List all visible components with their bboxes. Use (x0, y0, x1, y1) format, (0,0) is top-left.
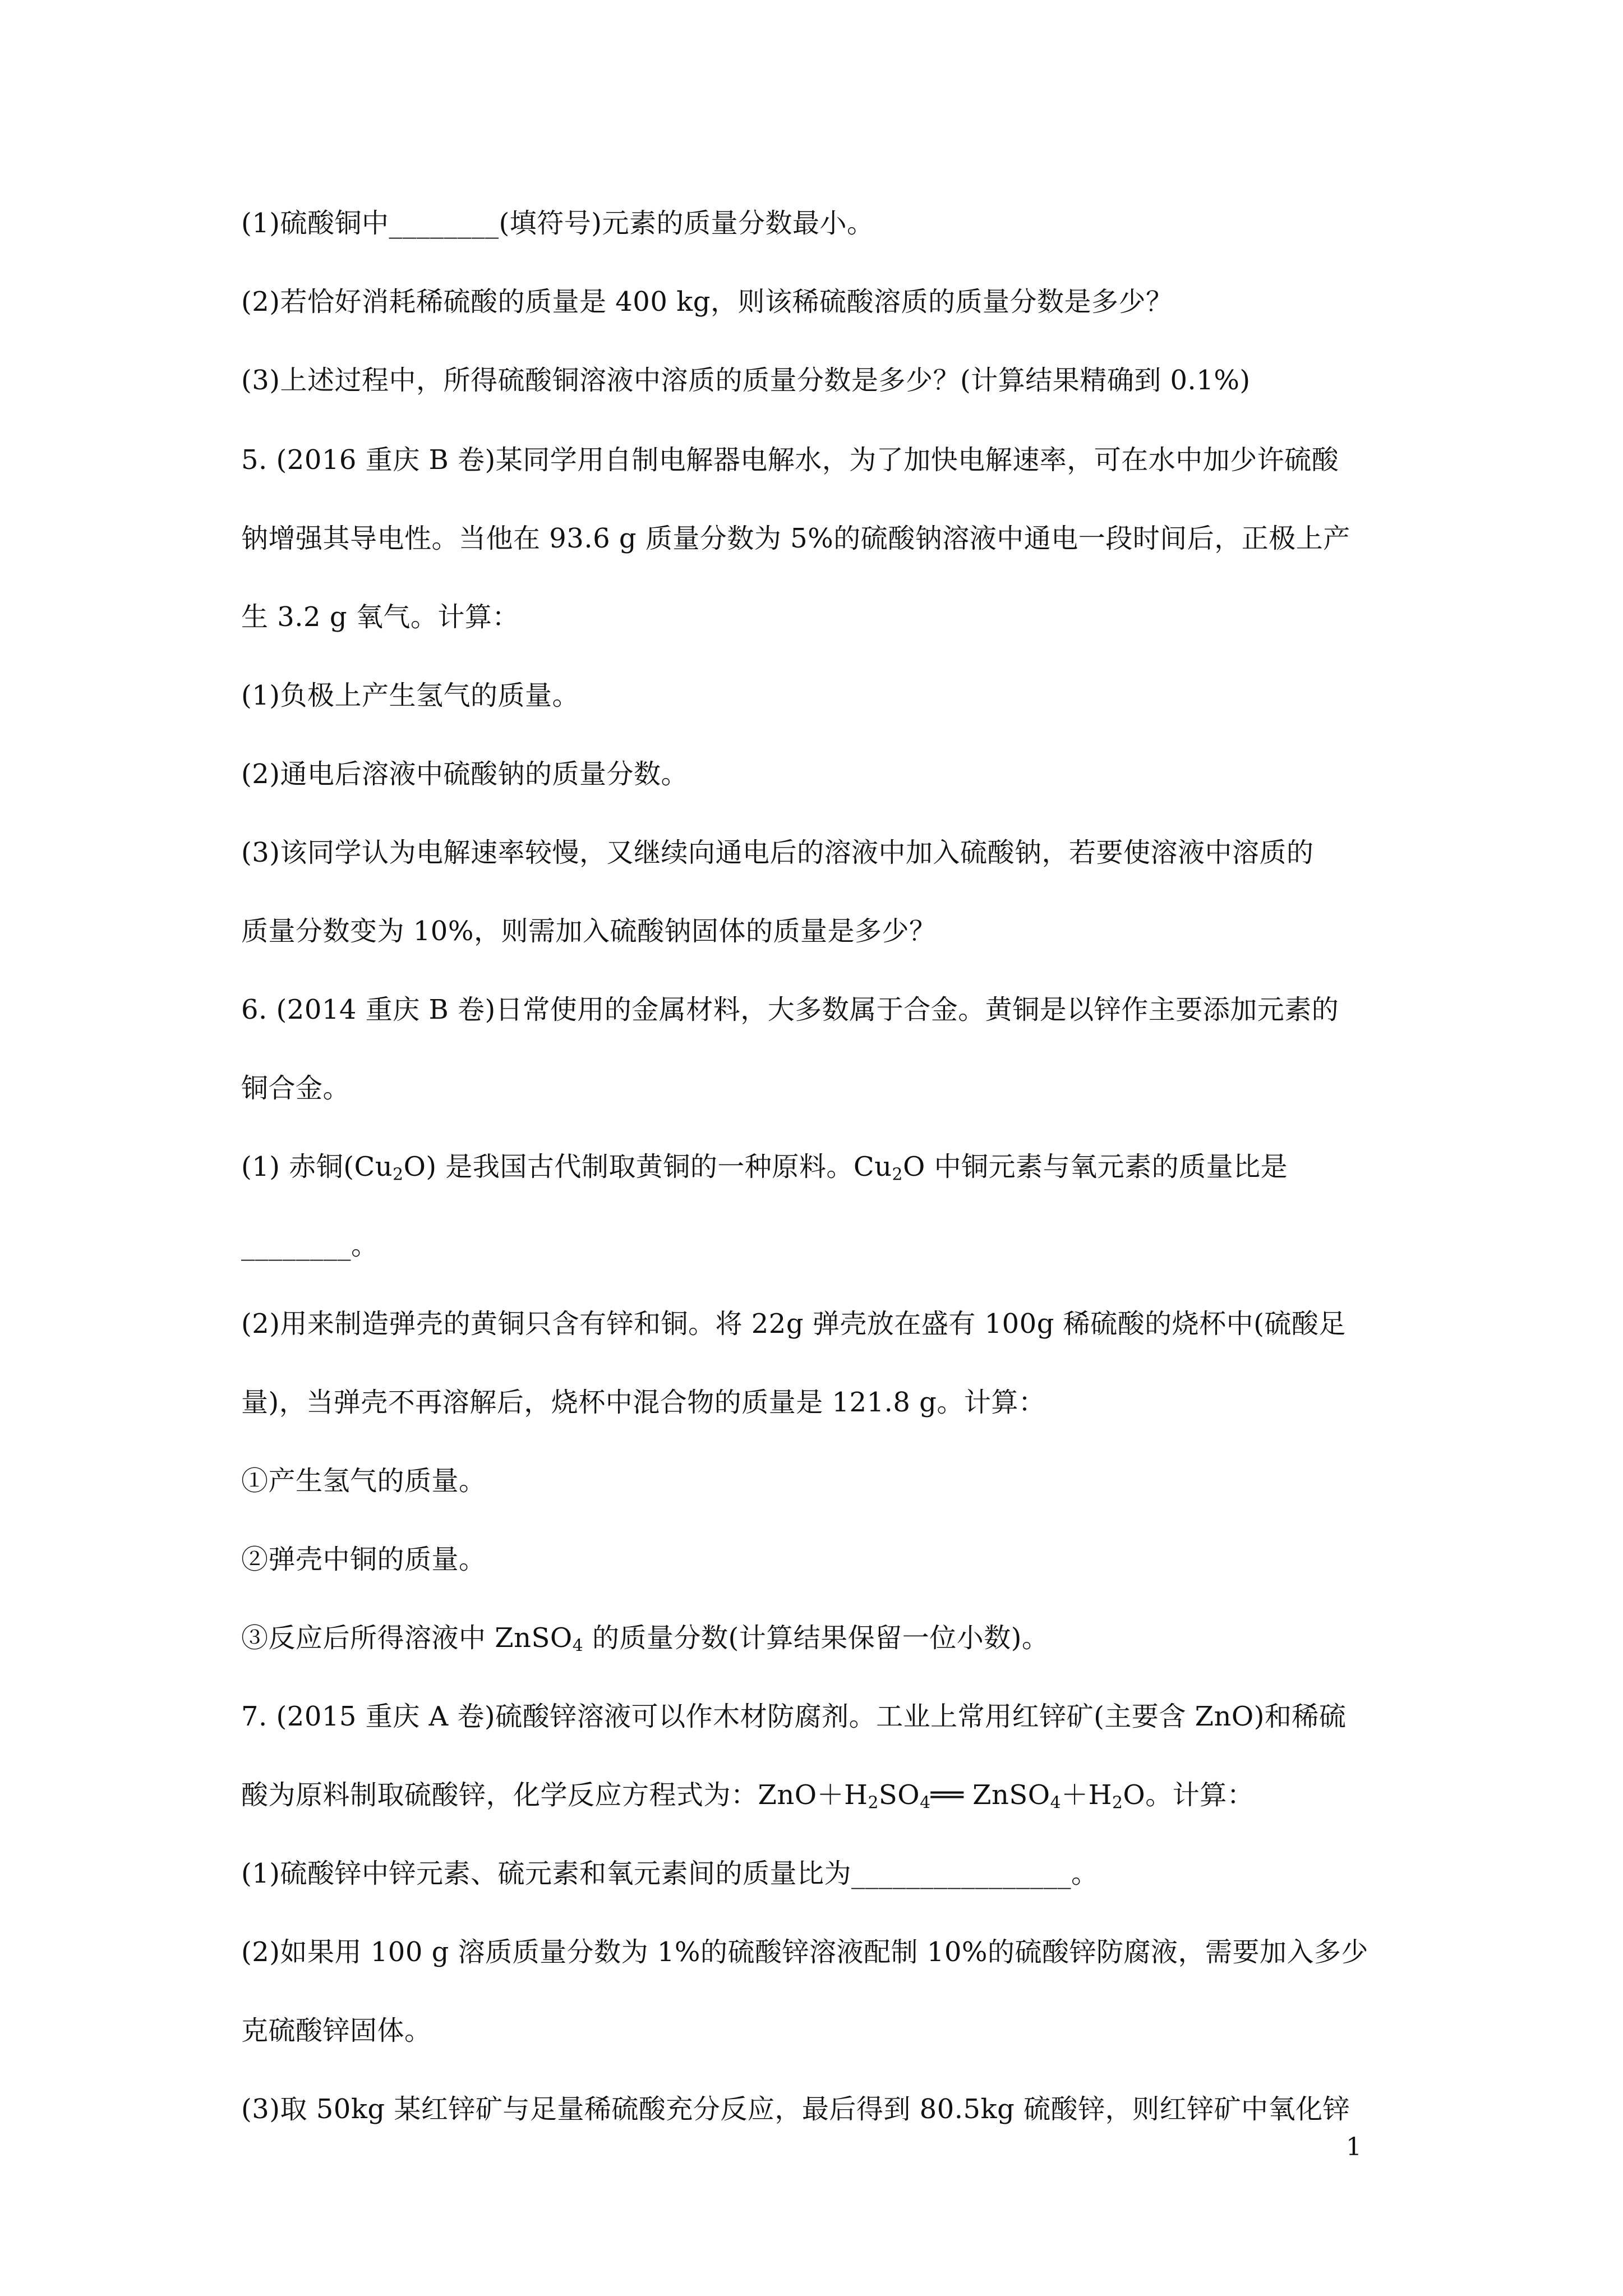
q6-part1-text-a: (1) 赤铜(Cu (241, 1151, 393, 1182)
q7-part2-line1: (2)如果用 100 g 溶质质量分数为 1%的硫酸锌溶液配制 10%的硫酸锌防腐液，需要加入多少 (241, 1936, 1368, 1968)
subscript: 2 (393, 1165, 404, 1185)
q5-part2: (2)通电后溶液中硫酸钠的质量分数。 (241, 758, 688, 790)
q7-part1: (1)硫酸锌中锌元素、硫元素和氧元素间的质量比为________________。 (241, 1858, 1099, 1889)
q5-stem-line1: 5. (2016 重庆 B 卷)某同学用自制电解器电解水，为了加快电解速率，可在水中加少许硫酸 (241, 444, 1339, 476)
equation-text-d: ＋H (1061, 1779, 1112, 1811)
subscript: 2 (1112, 1793, 1123, 1813)
q7-part3-line1: (3)取 50kg 某红锌矿与足量稀硫酸充分反应，最后得到 80.5kg 硫酸锌，则红锌矿中氧化锌 (241, 2093, 1350, 2125)
q6-part2-line1: (2)用来制造弹壳的黄铜只含有锌和铜。将 22g 弹壳放在盛有 100g 稀硫酸的烧杯中(硫酸足 (241, 1308, 1346, 1340)
equation-text-c: ══ ZnSO (930, 1779, 1050, 1811)
q6-stem-line1: 6. (2014 重庆 B 卷)日常使用的金属材料，大多数属于合金。黄铜是以锌作主要添加元素的 (241, 994, 1339, 1025)
q4-part2: (2)若恰好消耗稀硫酸的质量是 400 kg，则该稀硫酸溶质的质量分数是多少？ (241, 286, 1173, 318)
page-number: 1 (1346, 2133, 1362, 2161)
subscript: 4 (1050, 1793, 1062, 1813)
subscript: 4 (572, 1636, 584, 1656)
equation-text-a: 酸为原料制取硫酸锌，化学反应方程式为：ZnO＋H (241, 1779, 868, 1811)
q6-subpart3-text-a: ③反应后所得溶液中 ZnSO (241, 1622, 573, 1654)
q7-part2-line2: 克硫酸锌固体。 (241, 2015, 432, 2046)
q6-part1-text-b: O) 是我国古代制取黄铜的一种原料。Cu (403, 1151, 892, 1182)
q5-part3-line2: 质量分数变为 10%，则需加入硫酸钠固体的质量是多少？ (241, 915, 937, 947)
equation-text-b: SO (878, 1779, 920, 1811)
q5-stem-line3: 生 3.2 g 氧气。计算： (241, 601, 519, 633)
q6-subpart3-text-b: 的质量分数(计算结果保留一位小数)。 (583, 1622, 1049, 1654)
q6-stem-line2: 铜合金。 (241, 1073, 351, 1104)
equation-text-e: O。计算： (1123, 1779, 1255, 1811)
q5-stem-line2: 钠增强其导电性。当他在 93.6 g 质量分数为 5%的硫酸钠溶液中通电一段时间后，正极上产 (241, 523, 1350, 554)
q5-part3-line1: (3)该同学认为电解速率较慢，又继续向通电后的溶液中加入硫酸钠，若要使溶液中溶质的 (241, 837, 1314, 868)
q7-stem-line2 (241, 1778, 1254, 1812)
q6-part1-answer-blank: ________。 (241, 1230, 379, 1261)
q7-stem-line1: 7. (2015 重庆 A 卷)硫酸锌溶液可以作木材防腐剂。工业上常用红锌矿(主要含 ZnO)和稀硫 (241, 1701, 1347, 1732)
q4-part3: (3)上述过程中，所得硫酸铜溶液中溶质的质量分数是多少？(计算结果精确到 0.1%) (241, 365, 1251, 396)
q6-part2-line2: 量)，当弹壳不再溶解后，烧杯中混合物的质量是 121.8 g。计算： (241, 1387, 1046, 1418)
q6-part1-line1 (241, 1150, 1288, 1184)
subscript: 2 (868, 1793, 879, 1813)
subscript: 2 (892, 1165, 903, 1185)
subscript: 4 (920, 1793, 931, 1813)
q6-subpart2: ②弹壳中铜的质量。 (241, 1544, 486, 1575)
q6-part1-text-c: O 中铜元素与氧元素的质量比是 (902, 1151, 1288, 1182)
q6-subpart3 (241, 1621, 1049, 1655)
q4-part1: (1)硫酸铜中________(填符号)元素的质量分数最小。 (241, 208, 874, 239)
q6-subpart1: ①产生氢气的质量。 (241, 1465, 486, 1497)
q5-part1: (1)负极上产生氢气的质量。 (241, 680, 579, 711)
